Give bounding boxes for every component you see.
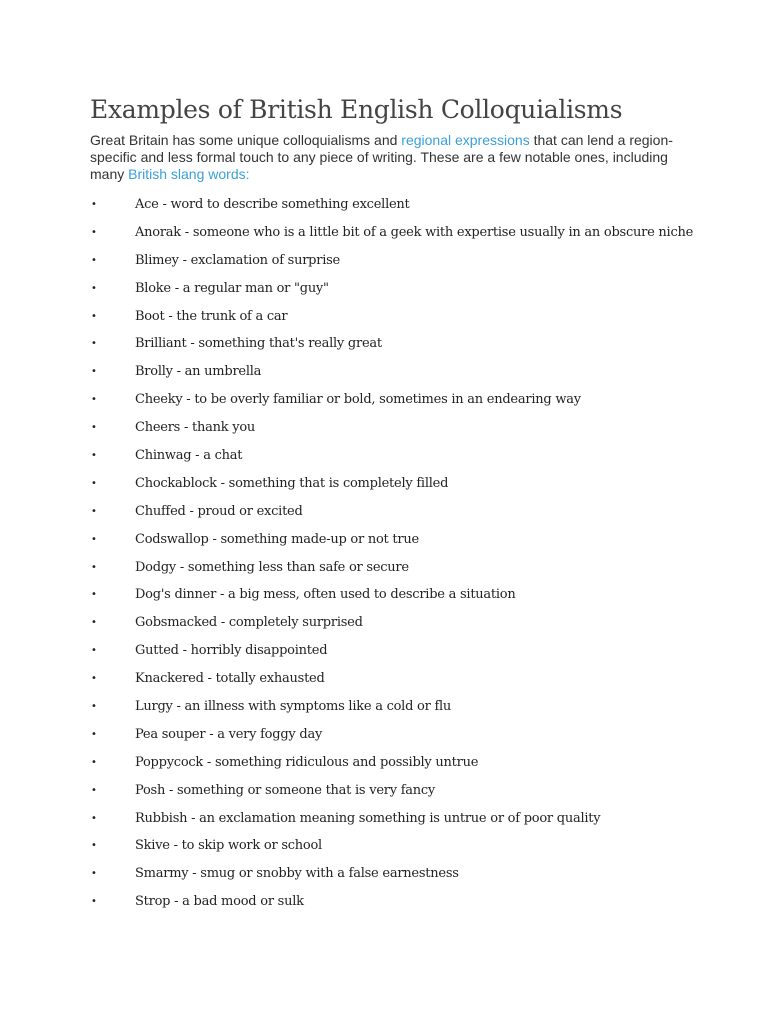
list-item bbox=[90, 695, 690, 723]
list-item bbox=[90, 388, 690, 416]
list-item-text: Boot - the trunk of a car bbox=[135, 308, 288, 324]
bullet-icon: • bbox=[91, 394, 97, 406]
list-item-text: Lurgy - an illness with symptoms like a cold or flu bbox=[135, 699, 452, 715]
list-item-text: Cheeky - to be overly familiar or bold, sometimes in an endearing way bbox=[135, 392, 581, 408]
list-item bbox=[90, 667, 690, 695]
british-slang-words-link[interactable]: British slang words: bbox=[128, 166, 250, 182]
list-item-text: Rubbish - an exclamation meaning something is untrue or of poor quality bbox=[135, 810, 601, 826]
intro-text-part1: Great Britain has some unique colloquialisms and bbox=[90, 132, 402, 148]
list-item bbox=[90, 444, 690, 472]
page-title: Examples of British English Colloquialisms bbox=[90, 95, 623, 124]
list-item bbox=[90, 193, 690, 221]
bullet-icon: • bbox=[91, 784, 97, 796]
bullet-icon: • bbox=[91, 505, 97, 517]
list-item-text: Brolly - an umbrella bbox=[135, 364, 262, 380]
bullet-icon: • bbox=[91, 896, 97, 908]
list-item bbox=[90, 611, 690, 639]
bullet-icon: • bbox=[91, 561, 97, 573]
bullet-icon: • bbox=[91, 868, 97, 880]
list-item-text: Blimey - exclamation of surprise bbox=[135, 252, 340, 268]
bullet-icon: • bbox=[91, 310, 97, 322]
list-item bbox=[90, 779, 690, 807]
list-item-text: Codswallop - something made-up or not true bbox=[135, 531, 419, 547]
list-item-text: Strop - a bad mood or sulk bbox=[135, 894, 304, 910]
list-item-text: Skive - to skip work or school bbox=[135, 838, 322, 854]
bullet-icon: • bbox=[91, 756, 97, 768]
intro-paragraph bbox=[90, 132, 680, 183]
bullet-icon: • bbox=[91, 840, 97, 852]
list-item bbox=[90, 834, 690, 862]
list-item-text: Gobsmacked - completely surprised bbox=[135, 615, 363, 631]
list-item bbox=[90, 528, 690, 556]
colloquialism-list bbox=[90, 193, 694, 918]
bullet-icon: • bbox=[91, 366, 97, 378]
bullet-icon: • bbox=[91, 422, 97, 434]
list-item-text: Dog's dinner - a big mess, often used to describe a situation bbox=[135, 587, 516, 603]
list-item-text: Smarmy - smug or snobby with a false earnestness bbox=[135, 866, 459, 882]
list-item bbox=[90, 807, 690, 835]
list-item bbox=[90, 360, 690, 388]
intro-text-part2: that can lend a region-specific and less formal touch to any piece of writing. These are a few notable ones, including many bbox=[90, 132, 673, 182]
list-item bbox=[90, 556, 690, 584]
list-item bbox=[90, 500, 690, 528]
bullet-icon: • bbox=[91, 728, 97, 740]
list-item bbox=[90, 472, 690, 500]
list-item bbox=[90, 221, 694, 249]
bullet-icon: • bbox=[91, 477, 97, 489]
bullet-icon: • bbox=[91, 282, 97, 294]
bullet-icon: • bbox=[91, 199, 97, 210]
list-item-text: Gutted - horribly disappointed bbox=[135, 643, 328, 659]
list-item-text: Knackered - totally exhausted bbox=[135, 671, 325, 687]
bullet-icon: • bbox=[91, 450, 97, 462]
list-item-text: Brilliant - something that's really great bbox=[135, 336, 382, 352]
list-item-text: Cheers - thank you bbox=[135, 420, 256, 436]
bullet-icon: • bbox=[91, 589, 97, 601]
list-item bbox=[90, 639, 690, 667]
list-item-text: Chuffed - proud or excited bbox=[135, 503, 303, 519]
bullet-icon: • bbox=[91, 254, 97, 266]
list-item bbox=[90, 332, 690, 360]
bullet-icon: • bbox=[91, 226, 97, 238]
bullet-icon: • bbox=[91, 338, 97, 350]
list-item bbox=[90, 723, 690, 751]
bullet-icon: • bbox=[91, 617, 97, 629]
list-item bbox=[90, 249, 690, 277]
list-item bbox=[90, 862, 690, 890]
list-item-text: Chockablock - something that is completely filled bbox=[135, 475, 449, 491]
list-item-text: Poppycock - something ridiculous and possibly untrue bbox=[135, 754, 479, 770]
list-item-text: Ace - word to describe something excellent bbox=[135, 197, 410, 212]
bullet-icon: • bbox=[91, 533, 97, 545]
document-page bbox=[90, 92, 694, 918]
bullet-icon: • bbox=[91, 812, 97, 824]
list-item bbox=[90, 890, 690, 918]
list-item bbox=[90, 277, 690, 305]
list-item-text: Pea souper - a very foggy day bbox=[135, 726, 323, 742]
list-item-text: Chinwag - a chat bbox=[135, 448, 243, 464]
bullet-icon: • bbox=[91, 673, 97, 685]
regional-expressions-link[interactable]: regional expressions bbox=[401, 132, 530, 148]
list-item-text: Posh - something or someone that is very fancy bbox=[135, 782, 436, 798]
list-item-text: Bloke - a regular man or "guy" bbox=[135, 280, 329, 296]
list-item bbox=[90, 751, 690, 779]
list-item bbox=[90, 305, 690, 333]
bullet-icon: • bbox=[91, 645, 97, 657]
bullet-icon: • bbox=[91, 701, 97, 713]
list-item bbox=[90, 583, 690, 611]
list-item-text: Dodgy - something less than safe or secure bbox=[135, 559, 409, 575]
list-item bbox=[90, 416, 690, 444]
list-item-text: Anorak - someone who is a little bit of a geek with expertise usually in an obscure niche bbox=[135, 224, 694, 240]
